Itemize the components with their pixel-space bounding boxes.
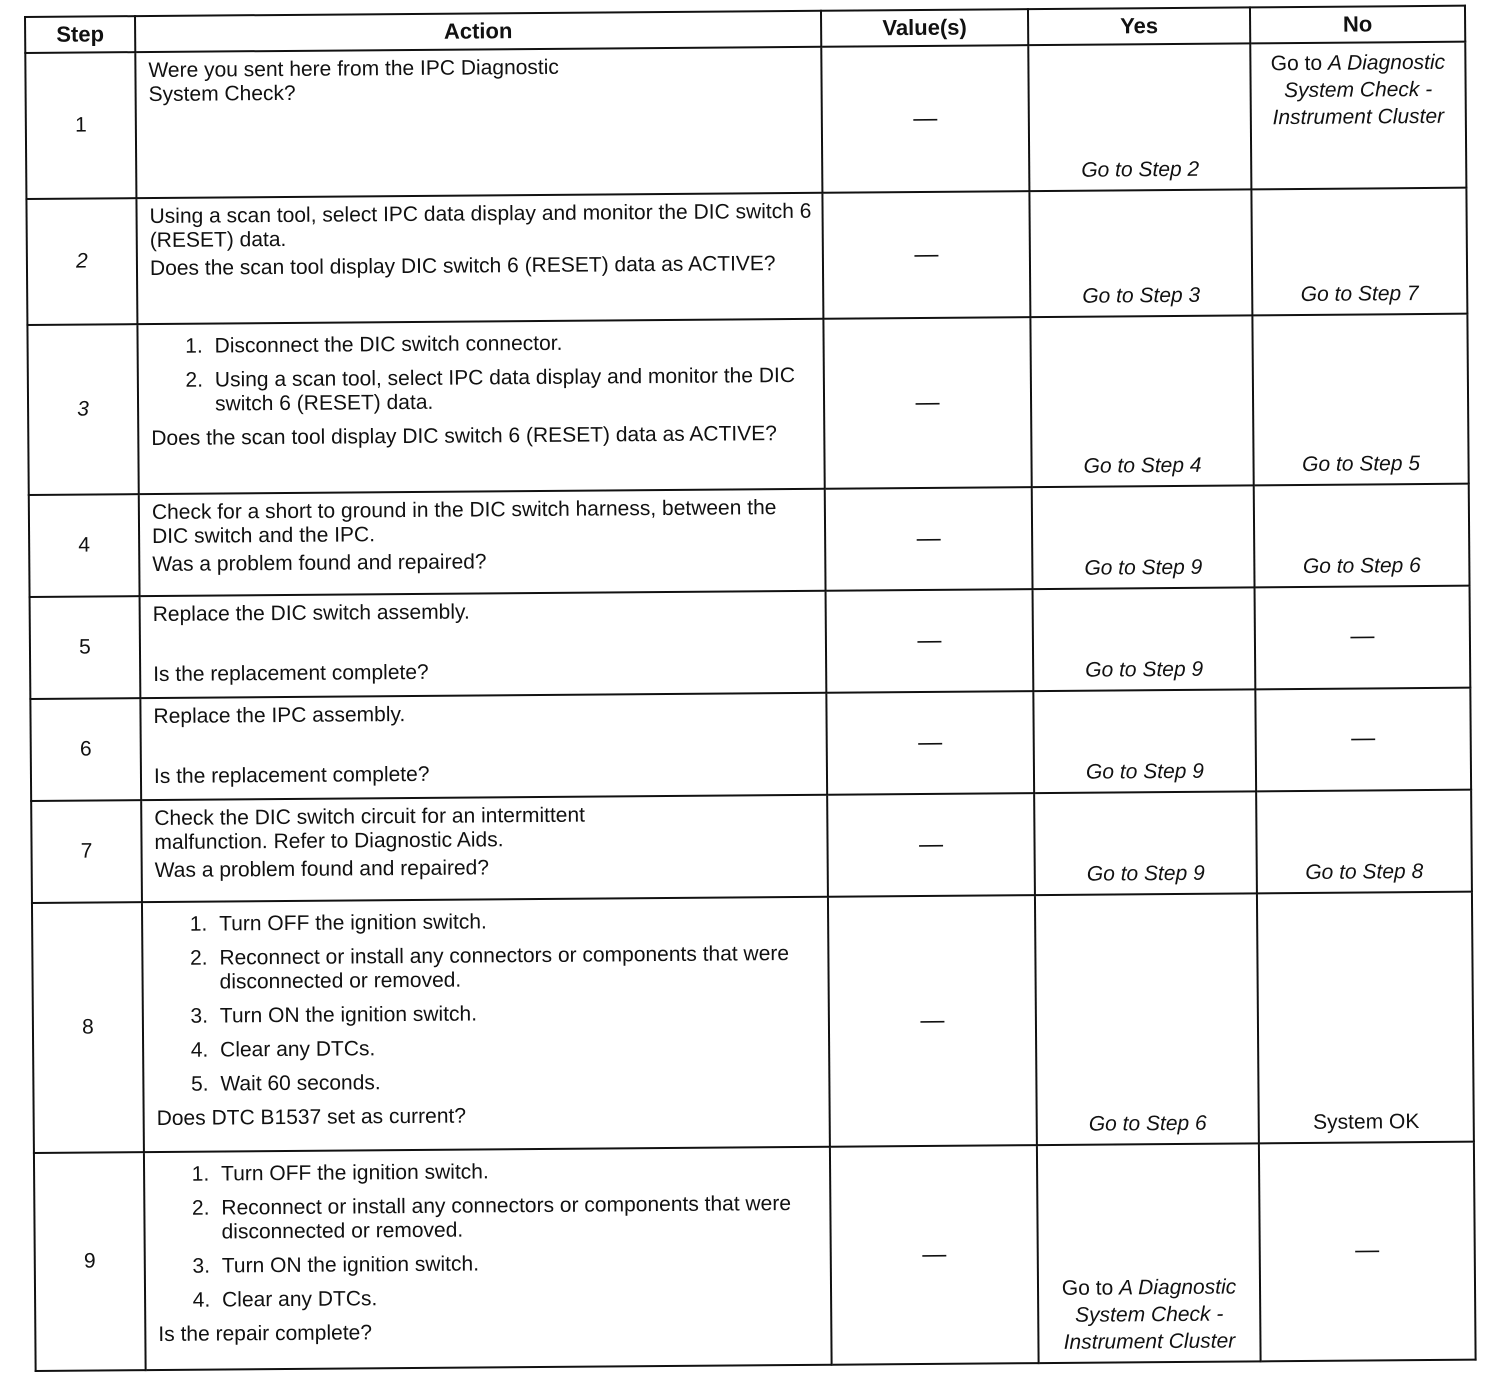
step-number: 2 [26, 198, 137, 325]
step-number: 3 [27, 324, 138, 495]
step-number: 6 [30, 698, 141, 801]
table-row [31, 790, 1472, 903]
no-cell [1252, 314, 1468, 486]
no-dash: — [1350, 622, 1375, 650]
action-text: malfunction. Refer to Diagnostic Aids. [154, 828, 504, 855]
table-row [29, 484, 1470, 597]
no-dash: — [1355, 1236, 1380, 1264]
yes-cell [1030, 315, 1253, 487]
step-number: 1 [25, 52, 136, 199]
no-goto: Go to Step 6 [1302, 554, 1421, 578]
action-cell [136, 193, 823, 324]
action-cell [144, 1147, 832, 1370]
yes-goto: Go to Step 6 [1088, 1111, 1207, 1136]
no-goto-prefix: Go to [1270, 51, 1323, 76]
header-step: Step [25, 16, 135, 53]
value-cell: — [821, 45, 1029, 193]
action-cell [139, 489, 826, 596]
yes-cell [1034, 791, 1257, 895]
list-item: 1. Disconnect the DIC switch connector. [209, 330, 815, 359]
table-row [26, 188, 1467, 325]
action-cell [140, 693, 827, 800]
value-cell: — [822, 191, 1030, 319]
yes-cell [1037, 1143, 1261, 1363]
action-text: System Check? [148, 81, 296, 107]
step-number: 8 [32, 902, 144, 1153]
action-text: Check the DIC switch circuit for an intermittent [154, 803, 586, 831]
no-result: System OK [1313, 1110, 1420, 1134]
no-goto: Go to Step 8 [1305, 860, 1424, 884]
no-cell [1250, 42, 1466, 190]
list-item: 2. Reconnect or install any connectors or components that were disconnected or removed. [213, 942, 819, 995]
action-cell [137, 319, 824, 494]
table-row [30, 688, 1471, 801]
yes-goto: Go to Step 4 [1083, 453, 1202, 478]
yes-goto: Go to Step 3 [1082, 283, 1201, 308]
yes-cell [1029, 189, 1252, 317]
value-cell: — [830, 1145, 1039, 1365]
yes-goto-prefix: Go to [1061, 1276, 1114, 1300]
action-text: Were you sent here from the IPC Diagnostic [148, 55, 559, 83]
step-number: 7 [31, 800, 142, 903]
action-question: Does the scan tool display DIC switch 6 (RESET) data as ACTIVE? [149, 252, 776, 281]
no-dash: — [1351, 724, 1376, 752]
action-question: Does the scan tool display DIC switch 6 (RESET) data as ACTIVE? [151, 422, 777, 451]
action-question: Does DTC B1537 set as current? [156, 1104, 467, 1130]
no-cell [1255, 586, 1471, 690]
value-cell: — [828, 895, 1037, 1147]
list-item: 3. Turn ON the ignition switch. [214, 1000, 820, 1029]
table-row [32, 892, 1474, 1153]
list-item: 2. Reconnect or install any connectors or components that were disconnected or removed. [215, 1192, 821, 1245]
action-question: Was a problem found and repaired? [154, 856, 490, 882]
list-item: 3. Turn ON the ignition switch. [216, 1250, 822, 1279]
no-cell [1254, 484, 1470, 588]
list-item: 4. Clear any DTCs. [216, 1284, 822, 1313]
no-goto: Go to Step 5 [1302, 452, 1421, 476]
action-steps-list [151, 330, 816, 417]
header-action: Action [135, 11, 821, 52]
no-cell [1251, 188, 1467, 316]
step-number: 9 [34, 1152, 146, 1371]
no-cell [1259, 1142, 1476, 1362]
action-text: Check for a short to ground in the DIC switch harness, between the DIC switch and the IPC. [151, 496, 777, 549]
yes-goto: Go to Step 9 [1085, 657, 1204, 682]
action-question: Was a problem found and repaired? [152, 550, 487, 577]
table-row [27, 314, 1468, 495]
value-cell: — [826, 691, 1034, 795]
yes-cell [1033, 587, 1256, 691]
yes-goto: Go to Step 9 [1086, 861, 1205, 886]
header-yes: Yes [1028, 7, 1250, 45]
list-item: 2. Using a scan tool, select IPC data display and monitor the DIC switch 6 (RESET) data. [209, 364, 815, 417]
header-values: Value(s) [821, 9, 1028, 47]
action-question: Is the repair complete? [158, 1321, 373, 1346]
action-cell [135, 47, 822, 198]
list-item: 1. Turn OFF the ignition switch. [213, 908, 819, 937]
action-question: Is the replacement complete? [153, 660, 429, 687]
action-steps-list [157, 1158, 822, 1313]
action-cell [142, 897, 830, 1152]
action-steps-list [155, 908, 820, 1097]
yes-goto: Go to Step 2 [1081, 157, 1200, 182]
value-cell: — [827, 793, 1035, 897]
yes-cell [1035, 893, 1259, 1145]
no-cell [1257, 892, 1474, 1144]
action-question: Is the replacement complete? [153, 762, 430, 789]
table-row [30, 586, 1471, 699]
step-number: 5 [30, 596, 141, 699]
yes-cell [1032, 485, 1255, 589]
action-cell [141, 795, 828, 902]
table-row [34, 1142, 1476, 1371]
no-cell [1255, 688, 1471, 792]
list-item: 5. Wait 60 seconds. [214, 1068, 820, 1097]
action-text: Replace the DIC switch assembly. [152, 600, 470, 627]
action-cell [140, 591, 827, 698]
yes-cell [1028, 43, 1251, 191]
action-text: Replace the IPC assembly. [153, 703, 406, 729]
yes-cell [1033, 689, 1256, 793]
no-cell [1256, 790, 1472, 894]
header-no: No [1250, 6, 1465, 44]
value-cell: — [823, 317, 1031, 489]
value-cell: — [826, 589, 1034, 693]
step-number: 4 [29, 494, 140, 597]
no-goto: Go to Step 7 [1300, 282, 1419, 306]
table-row [25, 42, 1466, 199]
list-item: 4. Clear any DTCs. [214, 1034, 820, 1063]
no-goto-link: A Diagnostic System Check - Instrument Cluster [1272, 50, 1446, 130]
value-cell: — [825, 487, 1033, 591]
yes-goto-link: A Diagnostic System Check - Instrument Cluster [1063, 1275, 1237, 1354]
list-item: 1. Turn OFF the ignition switch. [215, 1158, 821, 1187]
yes-goto: Go to Step 9 [1085, 759, 1205, 784]
diagnostic-table [24, 5, 1477, 1372]
yes-goto: Go to Step 9 [1084, 555, 1203, 580]
action-text: Using a scan tool, select IPC data display and monitor the DIC switch 6 (RESET) data. [149, 199, 812, 253]
